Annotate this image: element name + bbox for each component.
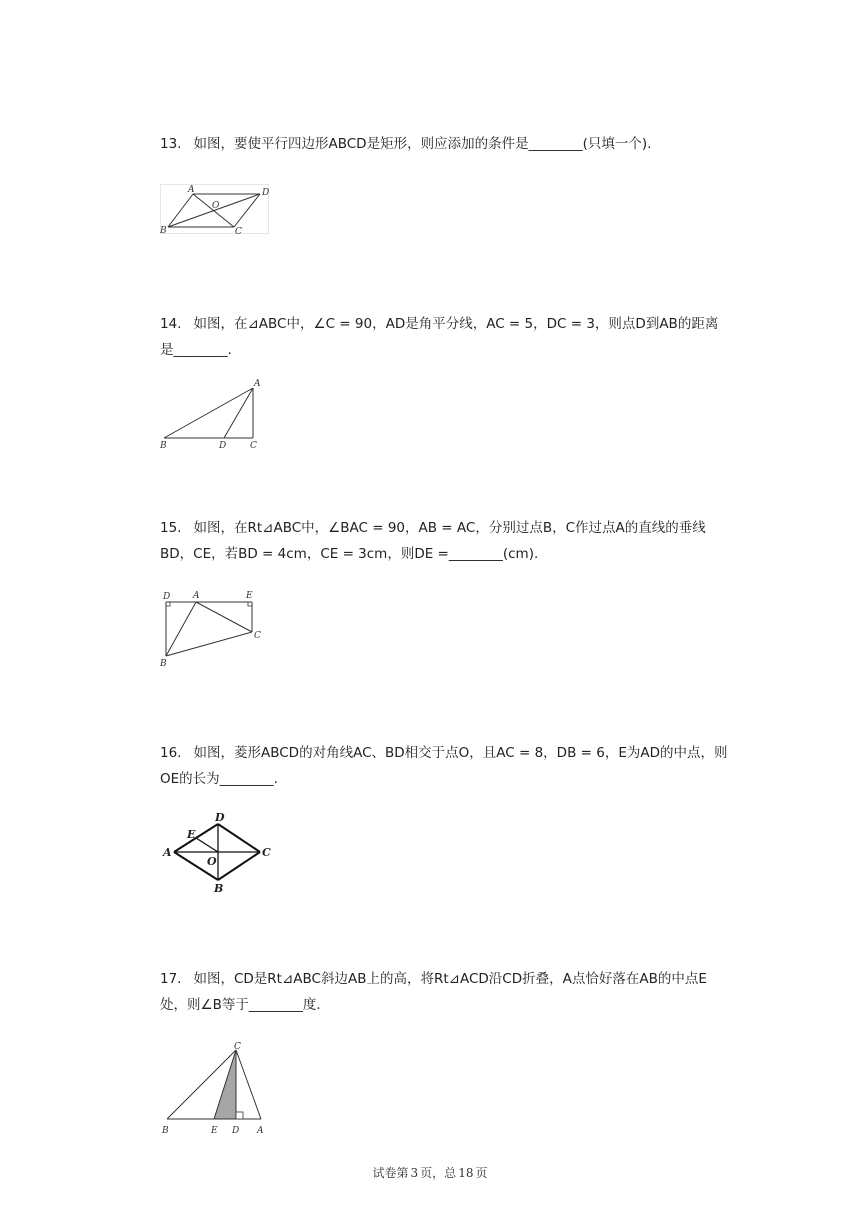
question-13 [160,131,730,157]
footer-total-pages: 18 [458,1166,474,1180]
label-c: C [254,631,261,641]
label-e: E [246,591,253,601]
label-c: C [250,441,257,451]
figure-13 [160,184,272,236]
parallelogram-diagram [160,184,272,236]
label-o: O [212,201,220,211]
question-15 [160,515,730,567]
footer-prefix: 试卷第 [372,1166,409,1180]
question-number: 15. [160,520,182,536]
question-text: 如图，CD是Rt⊿ABC斜边AB上的高，将Rt⊿ACD沿CD折叠，A点恰好落在AB的中点E处，则∠B等于________度. [160,971,707,1013]
label-a: A [254,379,261,389]
label-a: A [257,1126,264,1136]
rhombus-diagram [160,808,278,896]
footer-suffix: 页 [475,1166,488,1180]
label-b: B [160,226,167,236]
label-c: C [262,846,271,859]
right-triangle-diagram [160,376,270,452]
label-d: D [219,441,227,451]
question-text: 如图，在Rt⊿ABC中，∠BAC = 90，AB = AC，分别过点B，C作过点A的直线的垂线BD，CE，若BD = 4cm，CE = 3cm，则DE =________(cm). [160,520,706,562]
label-d: D [215,811,225,824]
question-17 [160,966,730,1018]
label-a: A [163,846,172,859]
label-d: D [232,1126,240,1136]
label-d: D [262,188,270,198]
question-text: 如图，要使平行四边形ABCD是矩形，则应添加的条件是________(只填一个). [193,136,652,152]
label-e: E [187,828,196,841]
label-c: C [235,227,242,236]
footer-page-number: 3 [410,1166,419,1180]
question-14 [160,311,730,363]
question-number: 16. [160,745,182,761]
label-c: C [234,1042,241,1052]
label-o: O [207,855,217,868]
question-16 [160,740,730,792]
question-text: 如图，在⊿ABC中，∠C = 90，AD是角平分线，AC = 5，DC = 3，则点D到AB的距离是________. [160,316,719,358]
figure-16 [160,808,278,896]
question-number: 13. [160,136,182,152]
label-b: B [214,882,224,895]
question-number: 14. [160,316,182,332]
perpendiculars-diagram [160,588,270,670]
question-text: 如图，菱形ABCD的对角线AC、BD相交于点O，且AC = 8，DB = 6，E为AD的中点，则OE的长为________. [160,745,728,787]
footer-mid: 页，总 [420,1166,457,1180]
label-b: B [160,441,167,451]
label-e: E [211,1126,218,1136]
figure-15 [160,588,270,670]
label-b: B [160,659,167,669]
fold-triangle-diagram [160,1040,276,1138]
label-b: B [162,1126,169,1136]
label-d: D [163,592,171,602]
figure-17 [160,1040,276,1138]
question-number: 17. [160,971,182,987]
figure-14 [160,376,270,452]
label-a: A [188,185,195,195]
page-footer [0,1164,860,1181]
label-a: A [193,591,200,601]
